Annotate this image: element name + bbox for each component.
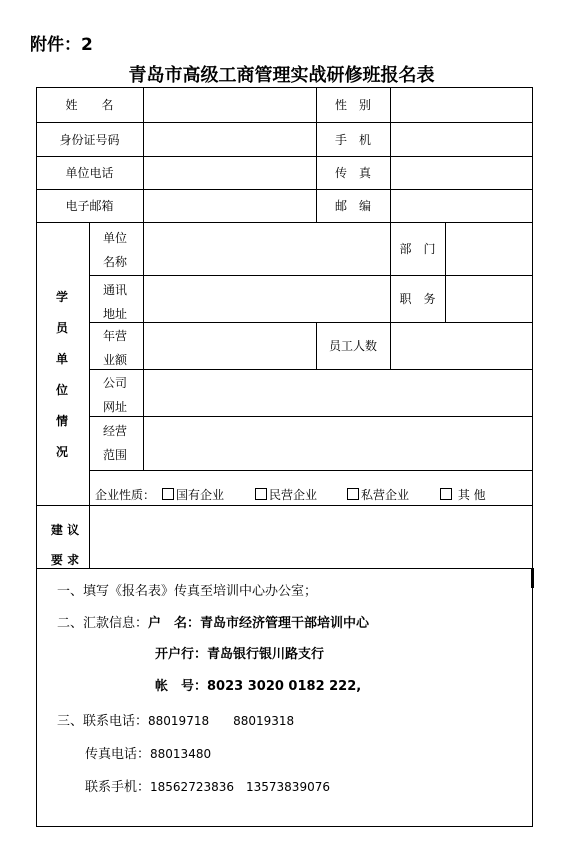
nature-option-state[interactable]: 国有企业	[162, 486, 224, 503]
business-scope-field[interactable]	[144, 417, 531, 469]
gender-field[interactable]	[391, 88, 531, 121]
nature-label: 企业性质：	[95, 488, 156, 502]
position-label: 职 务	[399, 292, 436, 306]
department-label: 部 门	[399, 242, 436, 256]
name-field[interactable]	[144, 88, 315, 121]
unit-section-label: 学 员 单 位 情 况	[55, 290, 68, 459]
business-scope-label: 经营 范围	[103, 424, 128, 462]
attachment-label: 附件：2	[30, 35, 93, 55]
work-phone-label: 单位电话	[65, 166, 114, 180]
checkbox-icon	[440, 488, 452, 500]
nature-option-privately-owned[interactable]: 私营企业	[347, 486, 409, 503]
fax-label: 传 真	[334, 166, 371, 180]
bank-line: 开户行：青岛银行银川路支行	[155, 647, 325, 662]
unit-name-field[interactable]	[144, 223, 389, 274]
checkbox-icon	[347, 488, 359, 500]
id-number-label: 身份证号码	[59, 132, 120, 147]
table-border-right	[532, 87, 533, 827]
id-number-field[interactable]	[144, 123, 315, 155]
step1-text: 一、填写《报名表》传真至培训中心办公室；	[57, 584, 318, 599]
email-field[interactable]	[144, 190, 315, 221]
unit-name-label: 单位 名称	[103, 231, 128, 269]
staff-count-label: 员工人数	[328, 339, 377, 353]
postcode-label: 邮 编	[334, 199, 371, 213]
mobile-field[interactable]	[391, 123, 531, 155]
fax-line: 传真电话：88013480	[85, 747, 212, 762]
address-label: 通讯 地址	[103, 283, 128, 321]
row-line	[36, 568, 533, 569]
row-line	[89, 470, 533, 471]
step2-line: 二、汇款信息：户 名：青岛市经济管理干部培训中心	[57, 616, 370, 631]
work-phone-field[interactable]	[144, 157, 315, 188]
fax-field[interactable]	[391, 157, 531, 188]
account-number-line: 帐 号：8023 3020 0182 222,	[155, 679, 362, 694]
suggestion-field[interactable]	[90, 506, 531, 567]
suggestion-label: 建 议 要 求	[50, 523, 80, 567]
nature-option-private[interactable]: 民营企业	[255, 486, 317, 503]
staff-count-field[interactable]	[391, 323, 531, 368]
gender-label: 性 别	[334, 98, 371, 112]
department-field[interactable]	[446, 223, 531, 274]
mobile-label: 手 机	[334, 132, 371, 147]
name-label: 姓 名	[65, 98, 114, 112]
mobile-line: 联系手机：18562723836 13573839076	[85, 780, 330, 795]
edge-mark	[531, 568, 534, 588]
col-line	[89, 222, 90, 505]
website-label: 公司 网址	[103, 376, 128, 414]
address-field[interactable]	[144, 276, 389, 321]
revenue-label: 年营 业额	[103, 329, 128, 367]
postcode-field[interactable]	[391, 190, 531, 221]
website-field[interactable]	[144, 370, 531, 415]
checkbox-icon	[162, 488, 174, 500]
revenue-field[interactable]	[144, 323, 315, 368]
form-title: 青岛市高级工商管理实战研修班报名表	[128, 65, 435, 86]
checkbox-icon	[255, 488, 267, 500]
email-label: 电子邮箱	[65, 199, 114, 213]
position-field[interactable]	[446, 276, 531, 321]
phone-line: 三、联系电话：88019718 88019318	[57, 714, 295, 729]
table-border-bottom	[36, 826, 533, 827]
nature-option-other[interactable]: 其 他	[440, 486, 486, 503]
